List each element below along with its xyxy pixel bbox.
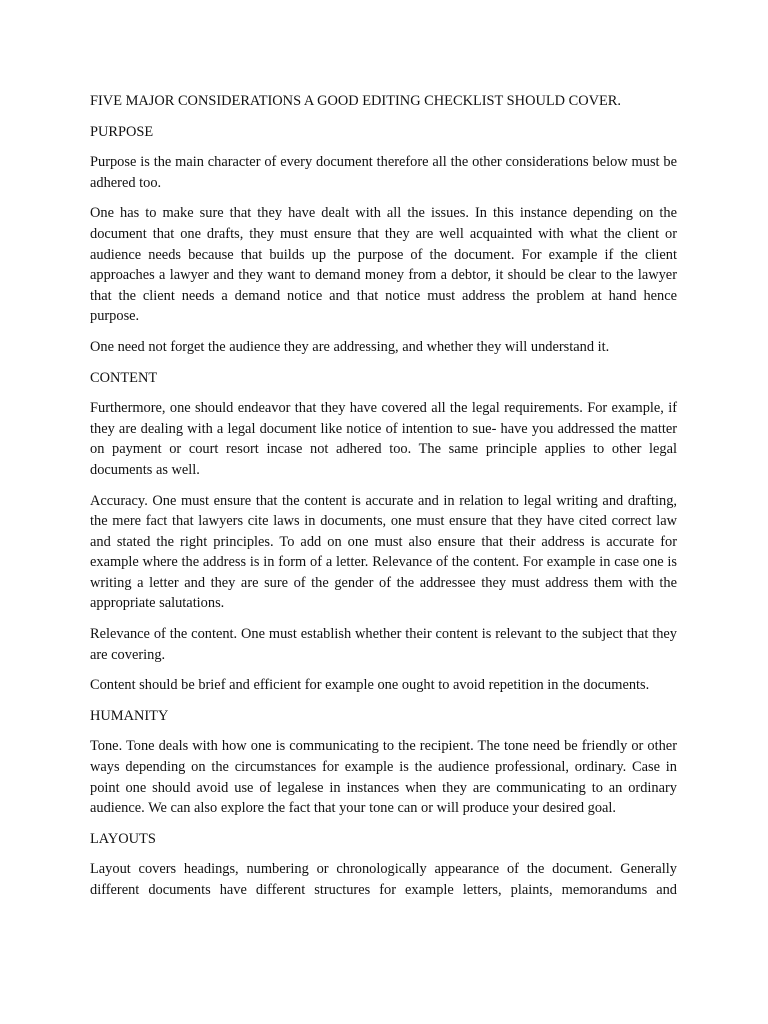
paragraph: One has to make sure that they have dealt with all the issues. In this instance depending on the document that one drafts, they must ensure that they are well acquainted with what the client or audience needs because that builds up the purpose of the document. For example if the client approaches a lawyer and they want to demand money from a debtor, it should be clear to the lawyer that the client needs a demand notice and that notice must address the problem at hand hence purpose. (90, 205, 677, 325)
paragraph: One need not forget the audience they are addressing, and whether they will understand it. (90, 338, 610, 355)
section-heading-content: CONTENT (90, 369, 158, 386)
section-heading-humanity: HUMANITY (90, 707, 169, 724)
paragraph: Furthermore, one should endeavor that they have covered all the legal requirements. For example, if they are dealing with a legal document like notice of intention to sue- have you addressed the matter on payment or court resort incase not adhered too. The same principle applies to other legal documents as well. (90, 400, 677, 478)
paragraph: Content should be brief and efficient for example one ought to avoid repetition in the documents. (90, 677, 650, 694)
document-title: FIVE MAJOR CONSIDERATIONS A GOOD EDITING CHECKLIST SHOULD COVER. (90, 93, 622, 109)
paragraph: Layout covers headings, numbering or chronologically appearance of the document. Generally different documents have different structures for example letters, plaints, memorandums and (90, 861, 677, 898)
paragraph: Purpose is the main character of every document therefore all the other considerations below must be adhered too. (90, 154, 677, 191)
section-heading-purpose: PURPOSE (90, 123, 154, 140)
paragraph: Relevance of the content. One must establish whether their content is relevant to the subject that they are covering. (90, 626, 677, 663)
section-heading-layouts: LAYOUTS (90, 830, 156, 847)
paragraph: Tone. Tone deals with how one is communicating to the recipient. The tone need be friendly or other ways depending on the circumstances for example is the audience professional, ordinary. Case in point one should avoid use of legalese in instances when they are communicating to an ordinary audience. We can also explore the fact that your tone can or will produce your desired goal. (90, 738, 677, 817)
document-page (90, 91, 677, 911)
paragraph: Accuracy. One must ensure that the content is accurate and in relation to legal writing and drafting, the mere fact that lawyers cite laws in documents, one must ensure that they have cited correct law and stated the right principles. To add on one must also ensure that their address is accurate for example where the address is in form of a letter. Relevance of the content. For example in case one is writing a letter and they are sure of the gender of the addressee they must address them with the appropriate salutations. (90, 492, 677, 612)
